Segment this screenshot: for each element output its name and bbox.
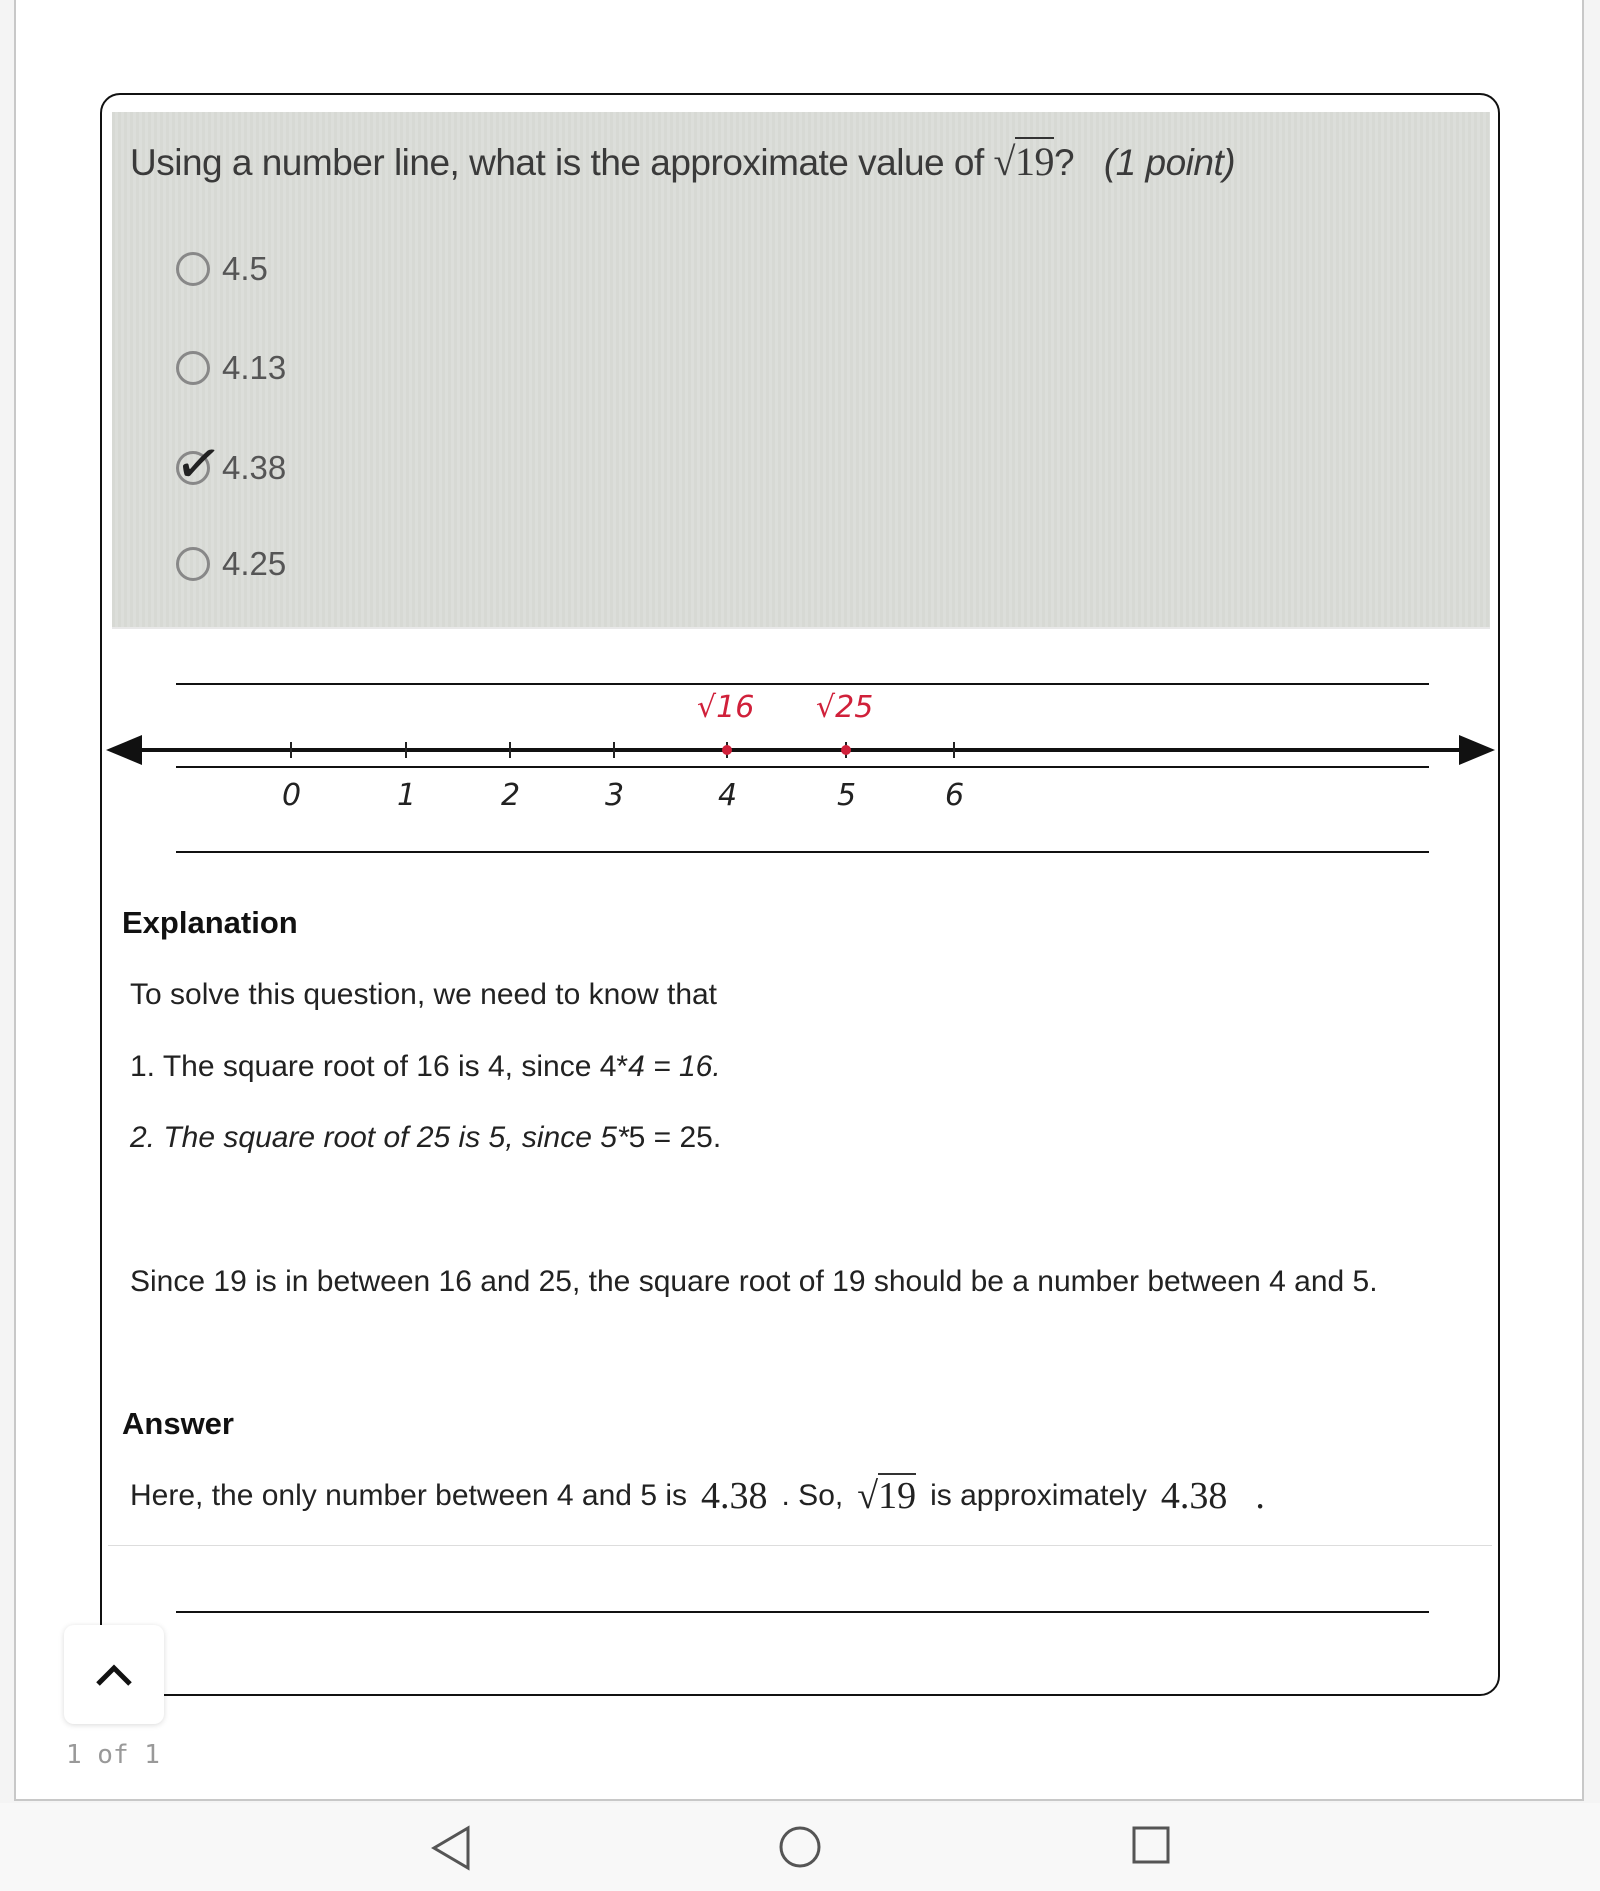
text: . So, <box>781 1479 844 1512</box>
answer-text <box>130 1474 1279 1518</box>
text: 5 = 25. <box>628 1121 722 1154</box>
tick-label: 4 <box>718 778 738 813</box>
explanation-heading: Explanation <box>122 905 298 940</box>
text: 1. The square root of 16 is 4, since 4* <box>130 1050 629 1083</box>
question-mark: ? <box>1053 142 1075 183</box>
system-nav-bar <box>0 1803 1600 1891</box>
right-arrow-icon <box>1459 735 1495 765</box>
separator <box>108 1545 1492 1546</box>
tick-label: 3 <box>605 778 625 813</box>
divider <box>176 1611 1429 1613</box>
explanation-intro: To solve this question, we need to know that <box>130 978 718 1011</box>
sqrt-expression: √19 <box>993 139 1054 184</box>
text: is approximately <box>930 1479 1147 1512</box>
explanation-line-1 <box>130 1050 721 1084</box>
text: 4 = 16. <box>628 1050 721 1083</box>
points-label: (1 point) <box>1103 142 1236 183</box>
radicand: 19 <box>878 1475 917 1517</box>
option-label: 4.5 <box>222 250 268 287</box>
chevron-up-icon <box>94 1662 134 1688</box>
point-label: √25 <box>816 690 874 725</box>
back-icon[interactable] <box>430 1825 472 1871</box>
number-line <box>0 0 1600 900</box>
answer-value: 4.38 <box>1160 1475 1228 1517</box>
point-mark <box>841 745 851 755</box>
page-counter: 1 of 1 <box>66 1740 160 1770</box>
tick-label: 5 <box>837 778 857 813</box>
tick-label: 1 <box>397 778 417 813</box>
explanation-line-2 <box>130 1121 721 1155</box>
answer-value: 4.38 <box>701 1475 768 1517</box>
option-label: 4.38 <box>222 449 287 486</box>
radicand: 19 <box>1014 139 1054 184</box>
home-icon[interactable] <box>778 1825 822 1869</box>
scroll-up-button[interactable] <box>64 1625 164 1724</box>
left-arrow-icon <box>106 735 142 765</box>
text: 2. The square root of 25 is 5, since 5* <box>130 1121 629 1154</box>
point-label: √16 <box>697 690 755 725</box>
tick-label: 2 <box>501 778 521 813</box>
text: . <box>1255 1475 1265 1517</box>
recents-icon[interactable] <box>1131 1825 1171 1865</box>
option-label: 4.13 <box>222 349 287 386</box>
point-mark <box>722 745 732 755</box>
explanation-conclusion: Since 19 is in between 16 and 25, the square root of 19 should be a number between 4 and 5. <box>130 1265 1378 1298</box>
option-label: 4.25 <box>222 545 287 582</box>
question-prompt: Using a number line, what is the approximate value of <box>130 142 984 183</box>
tick-label: 0 <box>282 778 302 813</box>
sqrt-expression: √19 <box>857 1475 917 1517</box>
text: Here, the only number between 4 and 5 is <box>130 1479 688 1512</box>
checkmark-icon: ✓ <box>170 429 227 500</box>
tick-label: 6 <box>945 778 965 813</box>
answer-heading: Answer <box>122 1406 234 1441</box>
